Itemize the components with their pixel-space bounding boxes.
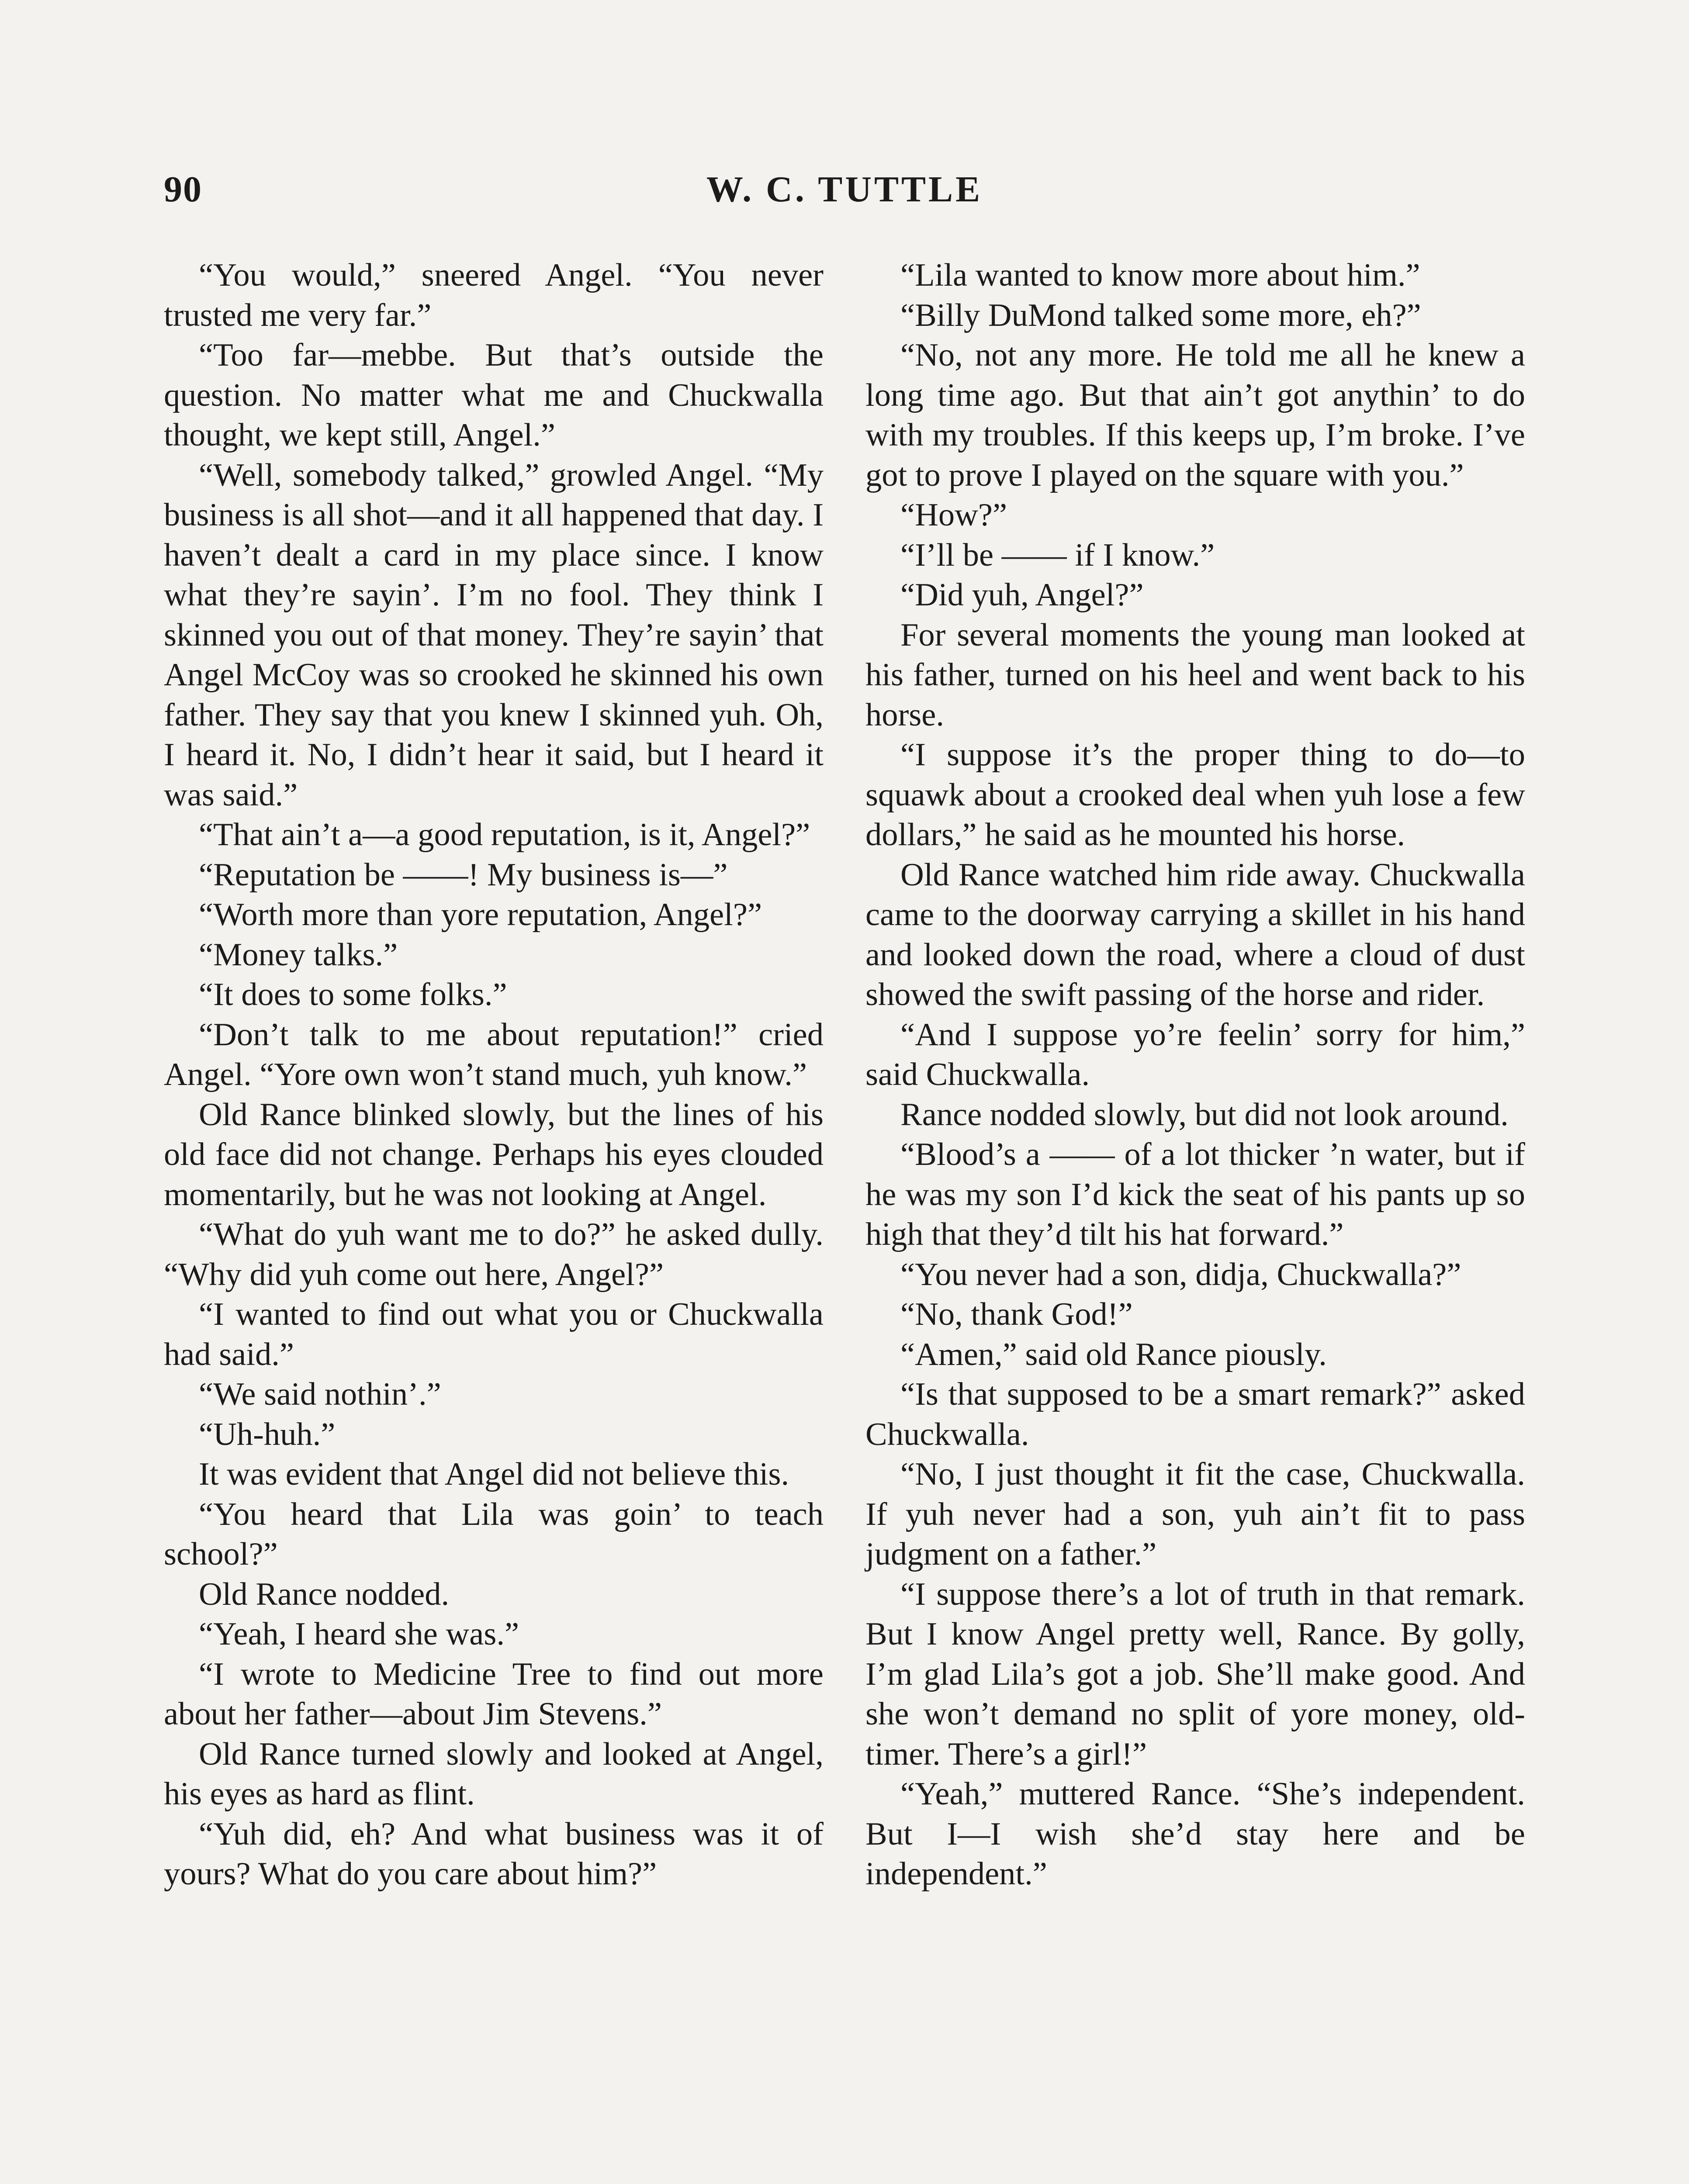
paragraph: “We said nothin’.” <box>199 1376 441 1412</box>
paragraph: “Well, somebody talked,” growled Angel. “My business is all shot—and it all happened that day. I haven’t dealt a card in my place since. I know what they’re sayin’. I’m no fool. They think I skinned you out of that money. They’re sayin’ that Angel McCoy was so crooked he skinned his own father. They say that you knew I skinned yuh. Oh, I heard it. No, I didn’t hear it said, but I heard it was said.” <box>164 457 824 813</box>
paragraph: “I wanted to find out what you or Chuckwalla had said.” <box>164 1296 824 1372</box>
paragraph: “Too far—mebbe. But that’s outside the question. No matter what me and Chuckwalla thought, we kept still, Angel.” <box>164 337 824 453</box>
paragraph: “I wrote to Medicine Tree to find out more about her father—about Jim Stevens.” <box>164 1656 824 1732</box>
paragraph: “Amen,” said old Rance piously. <box>900 1336 1327 1372</box>
paragraph: “I suppose there’s a lot of truth in that remark. But I know Angel pretty well, Rance. By golly, I’m glad Lila’s got a job. She’ll make good. And she won’t demand no split of yore money, old-timer. There’s a girl!” <box>865 1576 1525 1772</box>
paragraph: “You heard that Lila was goin’ to teach school?” <box>164 1496 824 1572</box>
paragraph: “Uh-huh.” <box>199 1416 336 1452</box>
left-column <box>164 256 824 1894</box>
paragraph: “What do yuh want me to do?” he asked dully. “Why did yuh come out here, Angel?” <box>164 1216 824 1292</box>
paragraph: “Billy DuMond talked some more, eh?” <box>900 297 1421 333</box>
right-column <box>865 256 1525 1894</box>
page-header <box>164 168 1525 221</box>
paragraph: “You never had a son, didja, Chuckwalla?” <box>900 1256 1461 1292</box>
paragraph: “Don’t talk to me about reputation!” cried Angel. “Yore own won’t stand much, yuh know.” <box>164 1016 824 1092</box>
paragraph: For several moments the young man looked at his father, turned on his heel and went back to his horse. <box>865 617 1525 733</box>
paragraph: “Yeah, I heard she was.” <box>199 1616 519 1652</box>
paragraph: Old Rance watched him ride away. Chuckwalla came to the doorway carrying a skillet in his hand and looked down the road, where a cloud of dust showed the swift passing of the horse and rider. <box>865 857 1525 1013</box>
paragraph: “It does to some folks.” <box>199 977 507 1013</box>
paragraph: “Yeah,” muttered Rance. “She’s independent. But I—I wish she’d stay here and be independent.” <box>865 1776 1525 1892</box>
paragraph: “Worth more than yore reputation, Angel?” <box>199 897 762 933</box>
paragraph: Old Rance turned slowly and looked at Angel, his eyes as hard as flint. <box>164 1736 824 1812</box>
paragraph: Rance nodded slowly, but did not look around. <box>900 1096 1509 1133</box>
paragraph: “You would,” sneered Angel. “You never trusted me very far.” <box>164 257 824 333</box>
paragraph: “Lila wanted to know more about him.” <box>900 257 1420 293</box>
paragraph: “How?” <box>900 497 1007 533</box>
paragraph: “Reputation be ——! My business is—” <box>199 857 728 893</box>
paragraph: “That ain’t a—a good reputation, is it, Angel?” <box>199 817 810 853</box>
paragraph: “Money talks.” <box>199 936 398 973</box>
paragraph: Old Rance nodded. <box>199 1576 450 1612</box>
paragraph: “Blood’s a —— of a lot thicker ’n water, but if he was my son I’d kick the seat of his pants up so high that they’d tilt his hat forward.” <box>865 1137 1525 1252</box>
paragraph: “Is that supposed to be a smart remark?” asked Chuckwalla. <box>865 1376 1525 1452</box>
paragraph: “I suppose it’s the proper thing to do—to squawk about a crooked deal when yuh lose a few dollars,” he said as he mounted his horse. <box>865 737 1525 853</box>
running-head: W. C. TUTTLE <box>706 169 983 210</box>
paragraph: “Did yuh, Angel?” <box>900 577 1144 613</box>
paragraph: “No, not any more. He told me all he knew a long time ago. But that ain’t got anythin’ to do with my troubles. If this keeps up, I’m broke. I’ve got to prove I played on the square with you.” <box>865 337 1525 493</box>
page-number: 90 <box>164 169 202 210</box>
paragraph: “I’ll be —— if I know.” <box>900 537 1215 573</box>
paragraph: It was evident that Angel did not believe this. <box>199 1456 789 1492</box>
paragraph: Old Rance blinked slowly, but the lines of his old face did not change. Perhaps his eyes clouded momentarily, but he was not looking at Angel. <box>164 1096 824 1213</box>
paragraph: “No, I just thought it fit the case, Chuckwalla. If yuh never had a son, yuh ain’t fit to pass judgment on a father.” <box>865 1456 1525 1572</box>
paragraph: “And I suppose yo’re feelin’ sorry for him,” said Chuckwalla. <box>865 1016 1525 1092</box>
paragraph: “Yuh did, eh? And what business was it of yours? What do you care about him?” <box>164 1816 824 1892</box>
paragraph: “No, thank God!” <box>900 1296 1133 1332</box>
